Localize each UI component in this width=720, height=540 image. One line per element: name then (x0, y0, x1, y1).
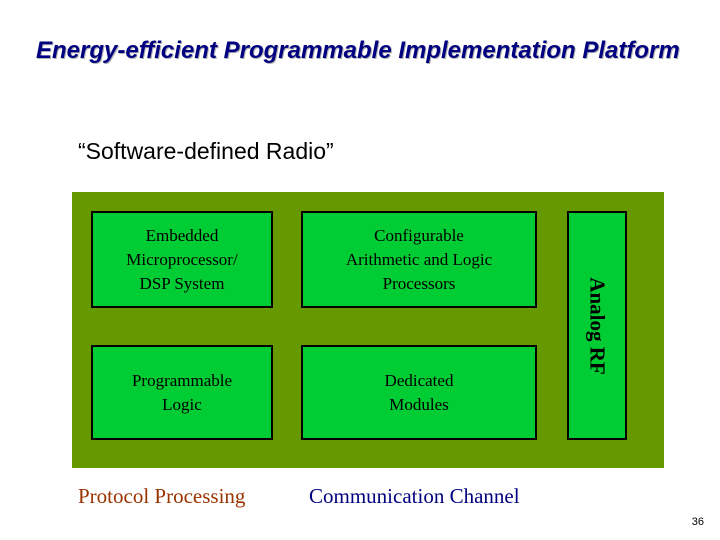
dedicated-modules-box: Dedicated Modules (301, 345, 537, 440)
slide-title: Energy-efficient Programmable Implementation Platform (36, 37, 680, 64)
analog-rf-bar (567, 211, 627, 440)
analog-rf-label: Analog RF (585, 276, 610, 375)
page-number: 36 (691, 516, 704, 528)
platform-diagram (72, 192, 664, 468)
communication-channel-caption: Communication Channel (309, 484, 520, 508)
embedded-microprocessor-box: Embedded Microprocessor/ DSP System (91, 211, 273, 308)
configurable-processors-box: Configurable Arithmetic and Logic Processors (301, 211, 537, 308)
slide-subtitle: “Software-defined Radio” (78, 138, 334, 164)
programmable-logic-box: Programmable Logic (91, 345, 273, 440)
protocol-processing-caption: Protocol Processing (78, 484, 246, 508)
